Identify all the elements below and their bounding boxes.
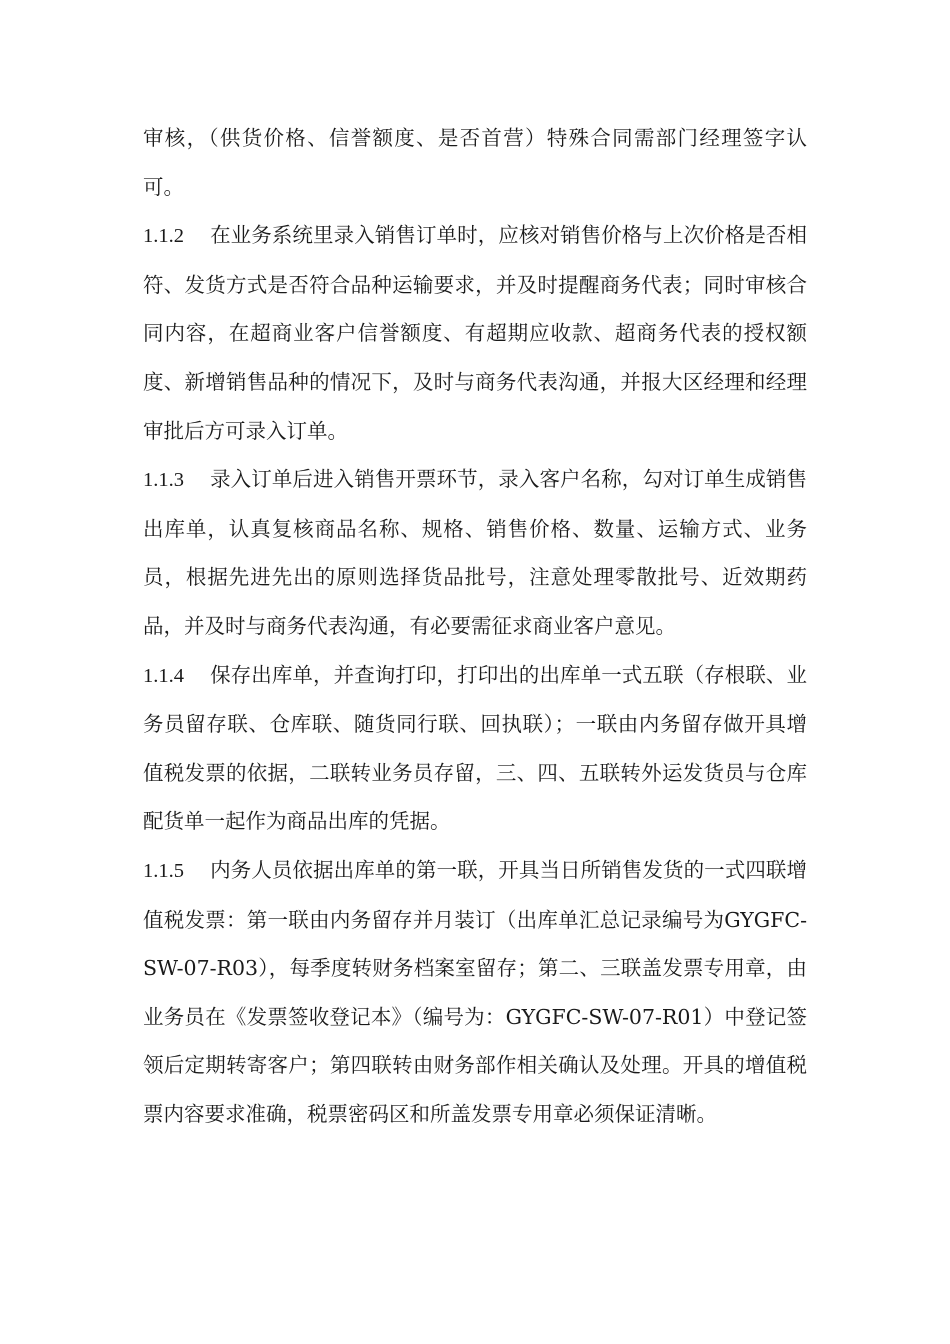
paragraph-text: 内务人员依据出库单的第一联，开具当日所销售发货的一式四联增值税发票：第一联由内务留存并月装订（出库单汇总记录编号为GYGFC-SW-07-R03），每季度转财务档案室留存；第二、三联盖发票专用章，由业务员在《发票签收登记本》（编号为：GYGFC-SW-07-R01）中登记签领后定期转寄客户；第四联转由财务部作相关确认及处理。开具的增值税票内容要求准确，税票密码区和所盖发票专用章必须保证清晰。 [143,857,807,1126]
section-number: 1.1.3 [143,469,184,492]
paragraph-text: 在业务系统里录入销售订单时，应核对销售价格与上次价格是否相符、发货方式是否符合品种运输要求，并及时提醒商务代表；同时审核合同内容，在超商业客户信誉额度、有超期应收款、超商务代表的授权额度、新增销售品种的情况下，及时与商务代表沟通，并报大区经理和经理审批后方可录入订单。 [143,223,807,443]
paragraph-text: 审核，（供货价格、信誉额度、是否首营）特殊合同需部门经理签字认可。 [143,126,807,199]
paragraph-text: 保存出库单，并查询打印，打印出的出库单一式五联（存根联、业务员留存联、仓库联、随货同行联、回执联）；一联由内务留存做开具增值税发票的依据，二联转业务员存留，三、四、五联转外运发货员与仓库配货单一起作为商品出库的凭据。 [143,662,807,834]
section-number: 1.1.5 [143,859,184,882]
section-number: 1.1.4 [143,664,184,687]
paragraph-1-1-5 [143,846,807,1139]
document-body [143,114,807,1138]
section-number: 1.1.2 [143,225,184,248]
paragraph-1-1-2 [143,211,807,455]
paragraph-text: 录入订单后进入销售开票环节，录入客户名称，勾对订单生成销售出库单，认真复核商品名称、规格、销售价格、数量、运输方式、业务员，根据先进先出的原则选择货品批号，注意处理零散批号、近效期药品，并及时与商务代表沟通，有必要需征求商业客户意见。 [143,467,807,638]
paragraph-1-1-3 [143,455,807,650]
paragraph-continuation [143,114,807,211]
paragraph-1-1-4 [143,651,807,846]
